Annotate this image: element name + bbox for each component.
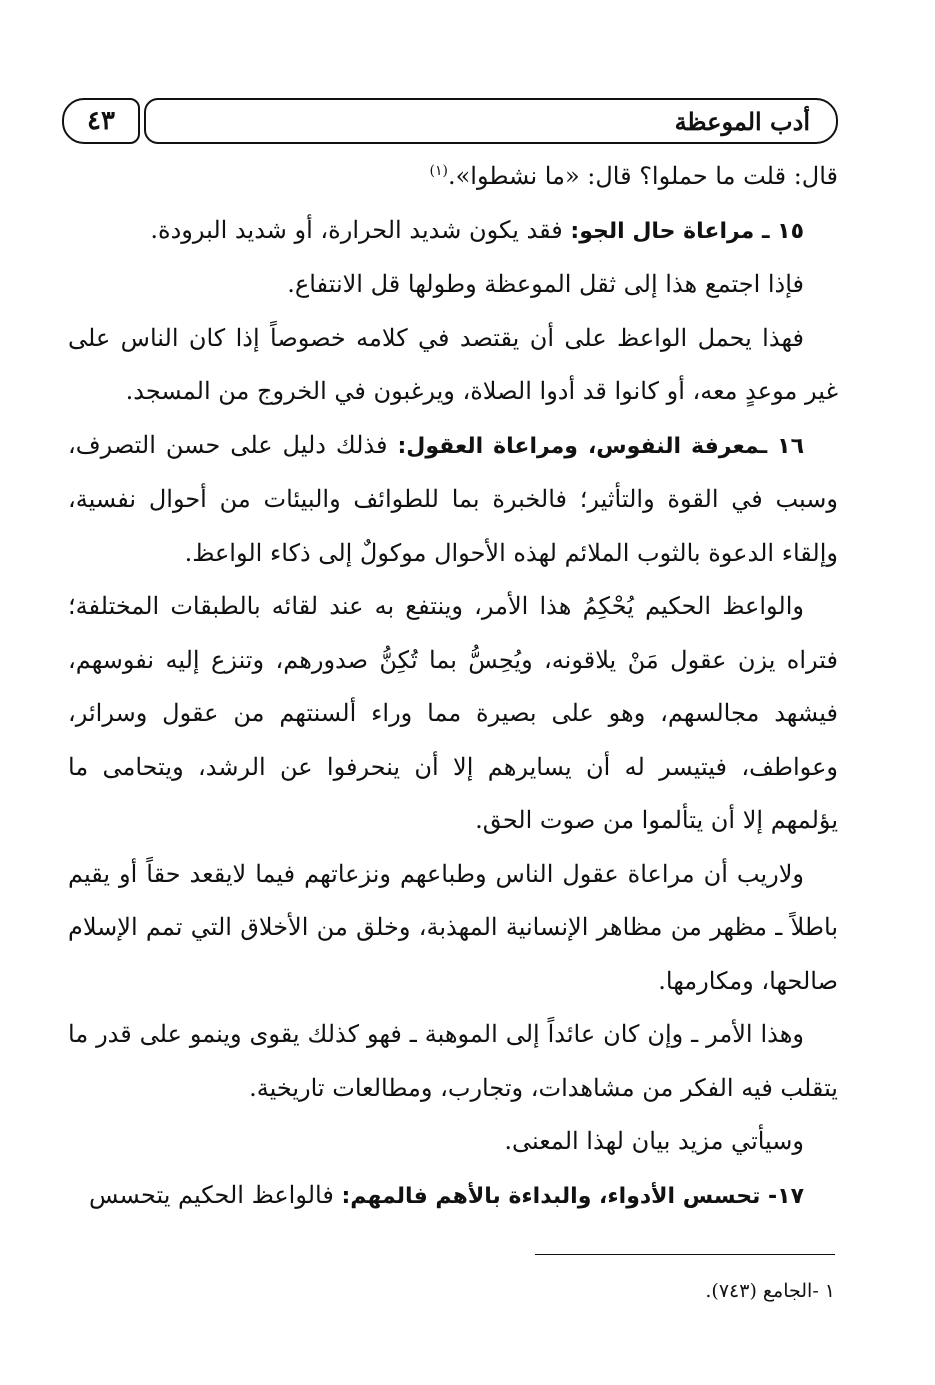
section-heading: ١٧- تحسس الأدواء، والبداءة بالأهم فالمهم:: [341, 1183, 804, 1209]
paragraph: قال: قلت ما حملوا؟ قال: «ما نشطوا».$^{(١)}$: [429, 162, 838, 190]
paragraph: ١٥ ـ مراعاة حال الجو: فقد يكون شديد الحرارة، أو شديد البرودة.: [150, 215, 804, 244]
page-number: ٤٣: [62, 98, 140, 144]
paragraph: ولاريب أن مراعاة عقول الناس وطباعهم ونزعاتهم فيما لايقعد حقاً أو يقيم باطلاً ـ مظهر من مظاهر الإنسانية المهذبة، وخلق من الأخلاق التي تمم الإسلام صالحها، ومكارمها.: [68, 859, 838, 995]
paragraph: والواعظ الحكيم يُحْكِمُ هذا الأمر، وينتفع به عند لقائه بالطبقات المختلفة؛ فتراه يزن عقول مَنْ يلاقونه، ويُحِسُّ بما تُكِنُّ صدورهم، وتنزع إليه نفوسهم، فيشهد مجالسهم، وهو على بصيرة مما وراء ألسنتهم من عقول وسرائر، وعواطف، فيتيسر له أن يسايرهم إلا أن ينحرفوا عن الرشد، ويتحامى ما يؤلمهم إلا أن يتألموا من صوت الحق.: [68, 592, 839, 834]
page-body: [68, 150, 838, 1223]
paragraph: فهذا يحمل الواعظ على أن يقتصد في كلامه خصوصاً إذا كان الناس على غير موعدٍ معه، أو كانوا قد أدوا الصلاة، ويرغبون في الخروج من المسجد.: [68, 323, 838, 405]
paragraph: وسيأتي مزيد بيان لهذا المعنى.: [504, 1127, 804, 1155]
section-heading: ١٦ ـمعرفة النفوس، ومراعاة العقول:: [397, 433, 804, 459]
footnote-ref: (١): [429, 163, 448, 179]
page-header: [62, 98, 838, 148]
paragraph: ١٦ ـمعرفة النفوس، ومراعاة العقول: فذلك دليل على حسن التصرف، وسبب في القوة والتأثير؛ فالخبرة بما للطوائف والبيئات من أحوال نفسية، وإلقاء الدعوة بالثوب الملائم لهذه الأحوال موكولٌ إلى ذكاء الواعظ.: [68, 430, 838, 567]
running-title: أدب الموعظة: [144, 98, 838, 144]
footnote-divider: [535, 1254, 835, 1255]
paragraph: ١٧- تحسس الأدواء، والبداءة بالأهم فالمهم: فالواعظ الحكيم يتحسس: [88, 1180, 804, 1209]
paragraph: فإذا اجتمع هذا إلى ثقل الموعظة وطولها قل الانتفاع.: [287, 270, 804, 298]
section-heading: ١٥ ـ مراعاة حال الجو:: [570, 218, 804, 244]
paragraph: وهذا الأمر ـ وإن كان عائداً إلى الموهبة ـ فهو كذلك يقوى وينمو على قدر ما يتقلب فيه الفكر من مشاهدات، وتجارب، ومطالعات تاريخية.: [68, 1020, 838, 1102]
footnote: ١ -الجامع (٧٤٣).: [705, 1280, 835, 1302]
